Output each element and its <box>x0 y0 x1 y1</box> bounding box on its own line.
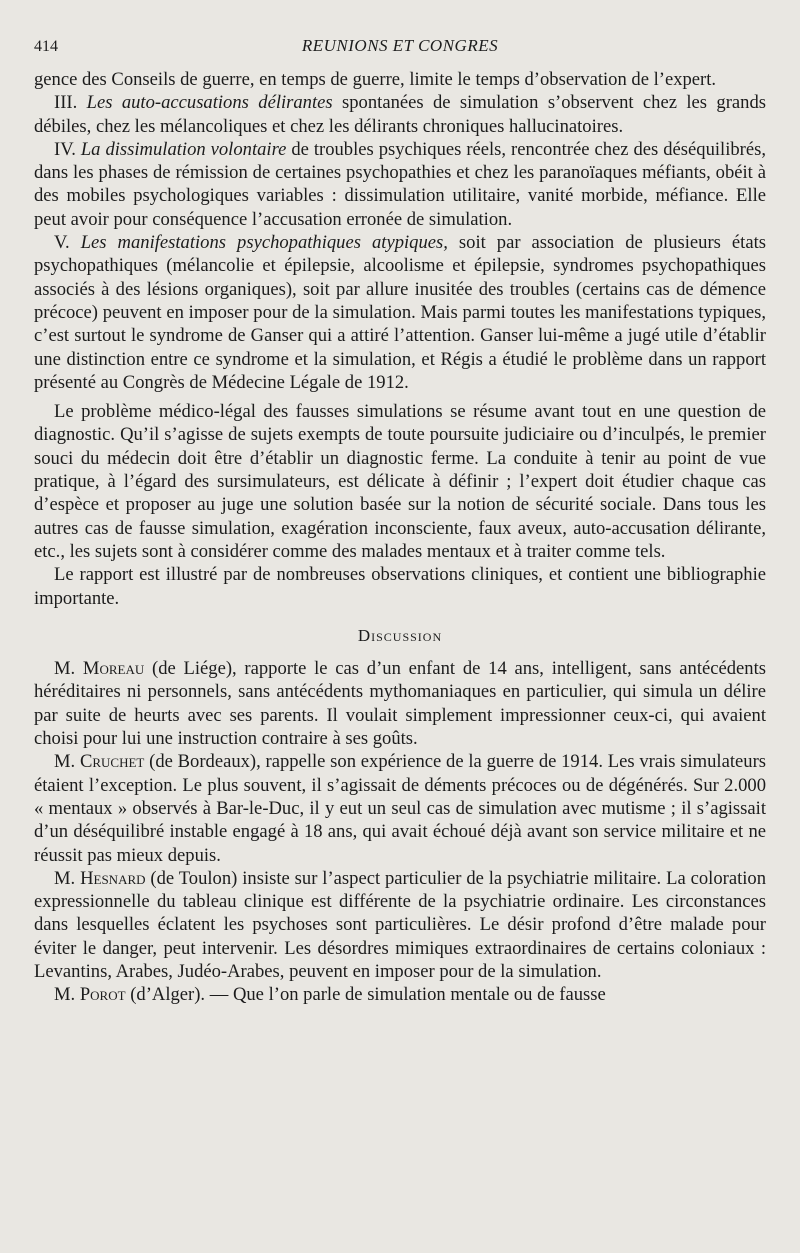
paragraph: Le rapport est illustré par de nombreuses observations cliniques, et contient une bibliographie importante. <box>34 564 766 609</box>
running-header <box>34 30 766 68</box>
speaker-name: M. Cruchet <box>54 751 145 773</box>
speaker-name: M. Porot <box>54 984 126 1006</box>
discussion-paragraph: M. Porot (d’Alger). — Que l’on parle de simulation mentale ou de fausse <box>54 984 606 1006</box>
section-heading: Discussion <box>357 625 443 645</box>
running-title: REUNIONS ET CONGRES <box>301 36 499 55</box>
discussion-paragraph: M. Moreau (de Liége), rapporte le cas d’un enfant de 14 ans, intelligent, sans antécédents héréditaires ni personnels, sans antécédents mythomaniaques en particulier, qui simula un délire par suite de heurts avec ses parents. Il voulait simplement impressionner ceux-ci, qui avaient choisi pour lui une instruction contraire à ses goûts. <box>34 658 766 750</box>
paragraph: IV. La dissimulation volontaire de troubles psychiques réels, rencontrée chez des déséquilibrés, dans les phases de rémission de certaines psychopathies et chez les paranoïaques méfiants, obéit à des mobiles psychologiques variables : dissimulation utilitaire, vanité morbide, méfiance. Elle peut avoir pour conséquence l’accusation erronée de simulation. <box>34 138 766 230</box>
paragraph: gence des Conseils de guerre, en temps de guerre, limite le temps d’observation de l’expert. <box>34 69 717 90</box>
discussion-paragraph: M. Hesnard (de Toulon) insiste sur l’aspect particulier de la psychiatrie militaire. La coloration expressionnelle du tableau clinique est différente de la psychiatrie ordinaire. Les circonstances dans lesquelles éclatent les psychoses sont particulières. Le désir profond d’être malade pour éviter le danger, peut intervenir. Les désordres mimiques extraordinaires de certains coloniaux : Levantins, Arabes, Judéo-Arabes, peuvent en imposer pour de la simulation. <box>34 867 766 982</box>
page-number: 414 <box>34 38 58 55</box>
body-text <box>34 68 766 1007</box>
discussion-paragraph: M. Cruchet (de Bordeaux), rappelle son expérience de la guerre de 1914. Les vrais simulateurs étaient l’exception. Le plus souvent, il s’agissait de déments précoces ou de dégénérés. Sur 2.000 « mentaux » observés à Bar-le-Duc, il y eut un seul cas de simulation avec mutisme ; il s’agissait d’un déséquilibré instable engagé à 18 ans, qui avait échoué déjà avant son service militaire et ne réussit pas mieux depuis. <box>34 751 766 866</box>
speaker-name: M. Moreau <box>54 658 145 680</box>
paragraph: V. Les manifestations psychopathiques atypiques, soit par association de plusieurs états psychopathiques (mélancolie et épilepsie, alcoolisme et épilepsie, syndromes psychopathiques associés à des lésions organiques), soit par allure inusitée des troubles (certains cas de démence précoce) peuvent en imposer pour de la simulation. Mais parmi toutes les manifestations typiques, c’est surtout le syndrome de Ganser qui a attiré l’attention. Ganser lui-même a jugé utile d’établir une distinction entre ce syndrome et la simulation, et Régis a étudié le problème dans un rapport présenté au Congrès de Médecine Légale de 1912. <box>34 232 766 393</box>
paragraph: III. Les auto-accusations délirantes spontanées de simulation s’observent chez les grands débiles, chez les mélancoliques et chez les délirants chroniques hallucinatoires. <box>34 92 766 137</box>
paragraph: Le problème médico-légal des fausses simulations se résume avant tout en une question de diagnostic. Qu’il s’agisse de sujets exempts de toute poursuite judiciaire ou d’inculpés, le premier souci du médecin doit être d’établir un diagnostic ferme. La conduite à tenir au point de vue pratique, à l’égard des sursimulateurs, est délicate à définir ; l’expert doit étudier chaque cas d’espèce et proposer au juge une solution basée sur la notion de sécurité sociale. Dans tous les autres cas de fausse simulation, exagération inconsciente, faux aveux, auto-accusation délirante, etc., les sujets sont à considérer comme des malades mentaux et à traiter comme tels. <box>34 401 766 562</box>
speaker-name: M. Hesnard <box>54 867 146 889</box>
